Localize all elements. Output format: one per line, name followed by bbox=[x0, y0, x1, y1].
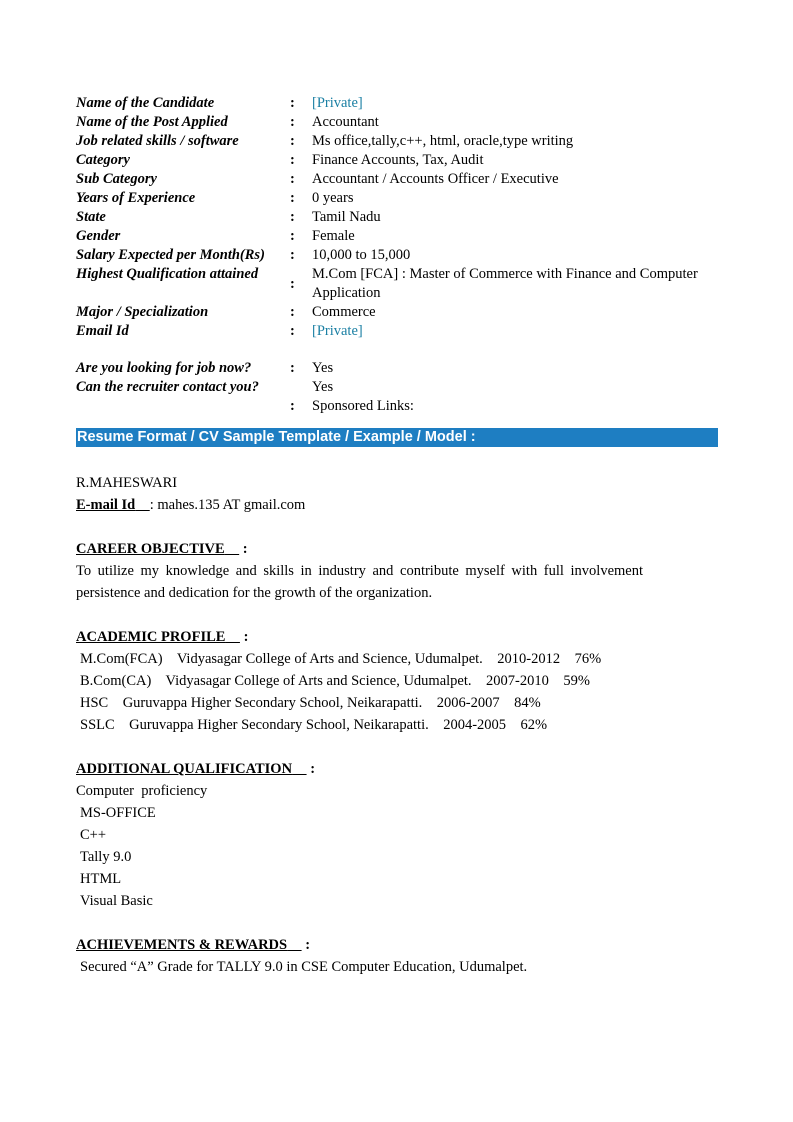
email-label-spacer bbox=[135, 497, 150, 513]
info-value[interactable]: [Private] bbox=[312, 323, 363, 339]
info-colon: : bbox=[290, 247, 295, 263]
info-colon: : bbox=[290, 209, 295, 225]
info-value: Commerce bbox=[312, 304, 376, 320]
info-row bbox=[76, 359, 718, 378]
info-value: Accountant / Accounts Officer / Executive bbox=[312, 171, 559, 187]
info-label bbox=[76, 397, 284, 416]
info-row bbox=[76, 227, 718, 246]
achievements-text: Secured “A” Grade for TALLY 9.0 in CSE Computer Education, Udumalpet. bbox=[80, 959, 528, 975]
info-row bbox=[76, 113, 718, 132]
info-label: Can the recruiter contact you? bbox=[76, 379, 259, 395]
info-value: 10,000 to 15,000 bbox=[312, 247, 411, 263]
info-row bbox=[76, 303, 718, 322]
info-row bbox=[76, 378, 718, 397]
info-colon bbox=[284, 378, 312, 397]
email-value: : mahes.135 AT gmail.com bbox=[149, 497, 306, 513]
info-value: Yes bbox=[312, 379, 334, 395]
academic-row: B.Com(CA) Vidyasagar College of Arts and Science, Udumalpet. 2007-2010 59% bbox=[80, 673, 590, 689]
info-row bbox=[76, 189, 718, 208]
info-value: Female bbox=[312, 228, 355, 244]
info-colon: : bbox=[290, 360, 295, 376]
academic-profile-heading: ACADEMIC PROFILE : bbox=[76, 629, 249, 645]
additional-list bbox=[76, 802, 718, 912]
info-value: Accountant bbox=[312, 114, 379, 130]
info-label: State bbox=[76, 209, 106, 225]
additional-item: Tally 9.0 bbox=[80, 849, 132, 865]
info-value: Sponsored Links: bbox=[312, 398, 414, 414]
info-colon: : bbox=[290, 114, 295, 130]
info-label: Name of the Post Applied bbox=[76, 114, 228, 130]
info-row bbox=[76, 208, 718, 227]
info-label: Job related skills / software bbox=[76, 133, 239, 149]
info-colon: : bbox=[290, 304, 295, 320]
info-value: Ms office,tally,c++, html, oracle,type writing bbox=[312, 133, 574, 149]
info-value: Yes bbox=[312, 360, 334, 376]
info-row bbox=[76, 322, 718, 341]
info-label: Are you looking for job now? bbox=[76, 360, 252, 376]
resume-page bbox=[76, 94, 718, 978]
info-colon: : bbox=[290, 228, 295, 244]
info-label: Salary Expected per Month(Rs) bbox=[76, 247, 265, 263]
info-colon: : bbox=[290, 190, 295, 206]
career-objective-heading: CAREER OBJECTIVE : bbox=[76, 541, 248, 557]
info-row bbox=[76, 94, 718, 113]
info-row bbox=[76, 151, 718, 170]
candidate-info-table bbox=[76, 94, 718, 416]
info-label: Name of the Candidate bbox=[76, 95, 215, 111]
additional-intro: Computer proficiency bbox=[76, 783, 208, 799]
additional-item: HTML bbox=[80, 871, 122, 887]
academic-row: M.Com(FCA) Vidyasagar College of Arts and Science, Udumalpet. 2010-2012 76% bbox=[80, 651, 602, 667]
academic-row: SSLC Guruvappa Higher Secondary School, Neikarapatti. 2004-2005 62% bbox=[80, 717, 548, 733]
additional-item: MS-OFFICE bbox=[80, 805, 156, 821]
info-value[interactable]: [Private] bbox=[312, 95, 363, 111]
email-label: E-mail Id bbox=[76, 497, 136, 513]
additional-item: Visual Basic bbox=[80, 893, 153, 909]
info-value: M.Com [FCA] : Master of Commerce with Finance and Computer Application bbox=[312, 266, 698, 301]
info-label: Highest Qualification attained bbox=[76, 266, 259, 282]
info-label: Sub Category bbox=[76, 171, 157, 187]
info-value: Finance Accounts, Tax, Audit bbox=[312, 152, 484, 168]
info-value: 0 years bbox=[312, 190, 354, 206]
info-label: Category bbox=[76, 152, 130, 168]
additional-qualification-heading: ADDITIONAL QUALIFICATION : bbox=[76, 761, 316, 777]
info-row bbox=[76, 265, 718, 303]
academic-row: HSC Guruvappa Higher Secondary School, Neikarapatti. 2006-2007 84% bbox=[80, 695, 541, 711]
info-colon: : bbox=[290, 323, 295, 339]
info-colon: : bbox=[290, 133, 295, 149]
info-label: Email Id bbox=[76, 323, 129, 339]
info-colon: : bbox=[290, 95, 295, 111]
info-colon: : bbox=[290, 152, 295, 168]
info-gap bbox=[76, 341, 718, 359]
info-colon: : bbox=[290, 398, 295, 414]
info-label: Years of Experience bbox=[76, 190, 196, 206]
candidate-name: R.MAHESWARI bbox=[76, 475, 178, 491]
info-row bbox=[76, 170, 718, 189]
email-line bbox=[76, 494, 718, 516]
academic-list bbox=[76, 648, 718, 736]
info-row bbox=[76, 246, 718, 265]
info-label: Major / Specialization bbox=[76, 304, 209, 320]
career-objective-text: To utilize my knowledge and skills in industry and contribute myself with full involvement persistence and dedication for the growth of the organization. bbox=[76, 563, 643, 601]
info-colon: : bbox=[290, 171, 295, 187]
resume-format-banner: Resume Format / CV Sample Template / Example / Model : bbox=[76, 428, 718, 447]
info-row bbox=[76, 397, 718, 416]
additional-item: C++ bbox=[80, 827, 107, 843]
info-label: Gender bbox=[76, 228, 121, 244]
achievements-heading: ACHIEVEMENTS & REWARDS : bbox=[76, 937, 311, 953]
info-colon: : bbox=[290, 275, 295, 292]
info-row bbox=[76, 132, 718, 151]
info-value: Tamil Nadu bbox=[312, 209, 381, 225]
